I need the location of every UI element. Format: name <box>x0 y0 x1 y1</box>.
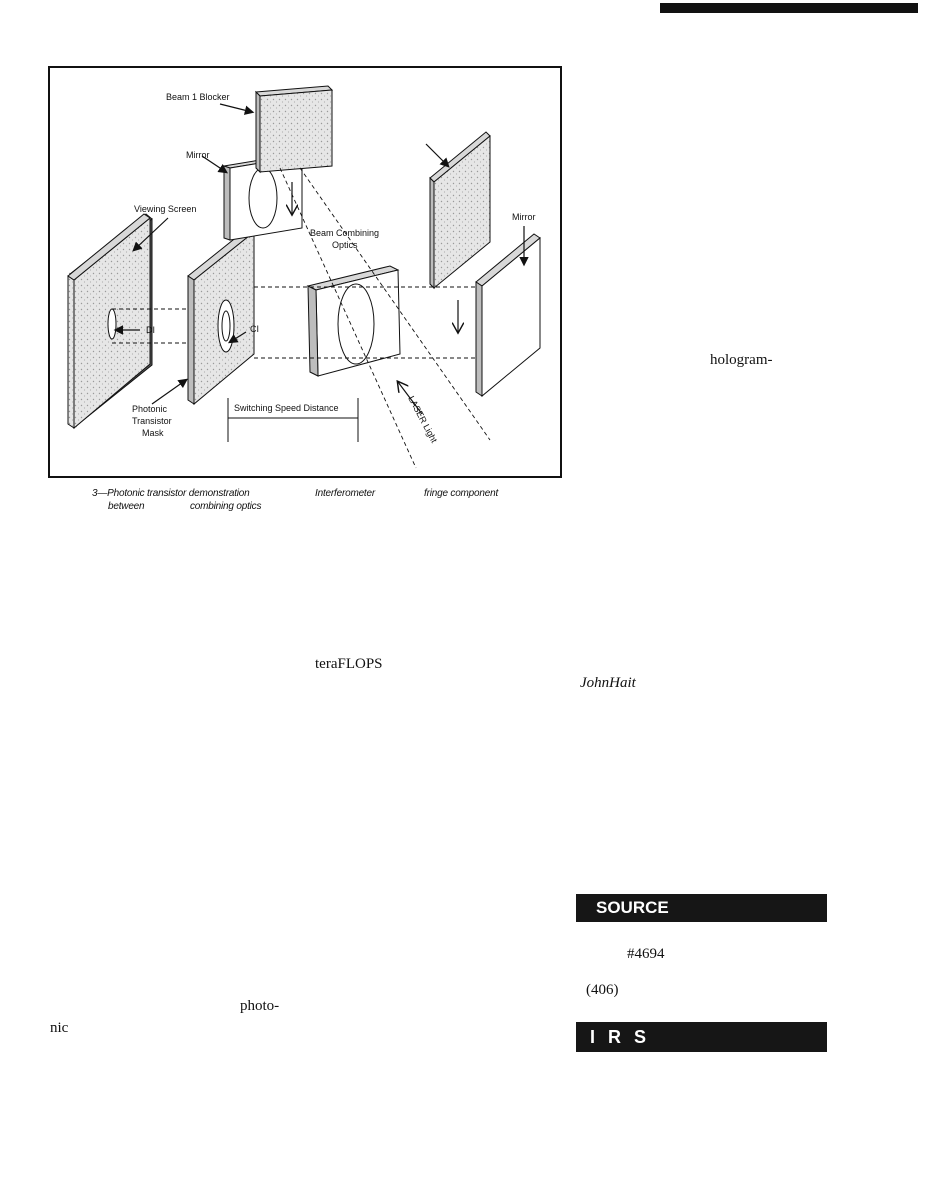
text-johnhait: JohnHait <box>580 675 636 691</box>
caption-fragment-2: Interferometer <box>315 488 376 499</box>
figure-3 <box>48 66 562 478</box>
caption-fragment-3: fringe component <box>424 488 499 499</box>
label-optics: Optics <box>332 240 358 250</box>
text-number: #4694 <box>627 946 665 962</box>
caption-fragment-5: combining optics <box>190 501 262 512</box>
caption-fragment-1: 3—Photonic transistor demonstration <box>92 488 250 499</box>
irs-header-label: I R S <box>590 1027 651 1047</box>
text-teraflops: teraFLOPS <box>315 656 383 672</box>
header-rule <box>660 3 918 13</box>
label-mirror-top: Mirror <box>186 150 210 160</box>
label-mask: Mask <box>142 428 164 438</box>
label-transistor: Transistor <box>132 416 172 426</box>
text-photo: photo- <box>240 998 280 1014</box>
label-viewing-screen: Viewing Screen <box>134 204 197 214</box>
irs-header <box>576 1022 827 1052</box>
figure-diagram <box>50 68 564 480</box>
text-areacode: (406) <box>586 982 619 998</box>
text-nic: nic <box>50 1020 69 1036</box>
label-mirror-right: Mirror <box>512 212 536 222</box>
label-photonic: Photonic <box>132 404 168 414</box>
label-di: DI <box>146 325 155 335</box>
source-header <box>576 894 827 922</box>
label-switching-speed: Switching Speed Distance <box>234 403 339 413</box>
label-beam-combining: Beam Combining <box>310 228 380 238</box>
text-hologram: hologram- <box>710 352 773 368</box>
label-ci: CI <box>250 324 259 334</box>
caption-fragment-4: between <box>108 501 145 512</box>
viewing-screen-face <box>68 276 74 428</box>
source-header-label: SOURCE <box>596 898 669 917</box>
label-beam1-blocker: Beam 1 Blocker <box>166 92 230 102</box>
label-laser-light: LASER Light <box>406 394 440 445</box>
